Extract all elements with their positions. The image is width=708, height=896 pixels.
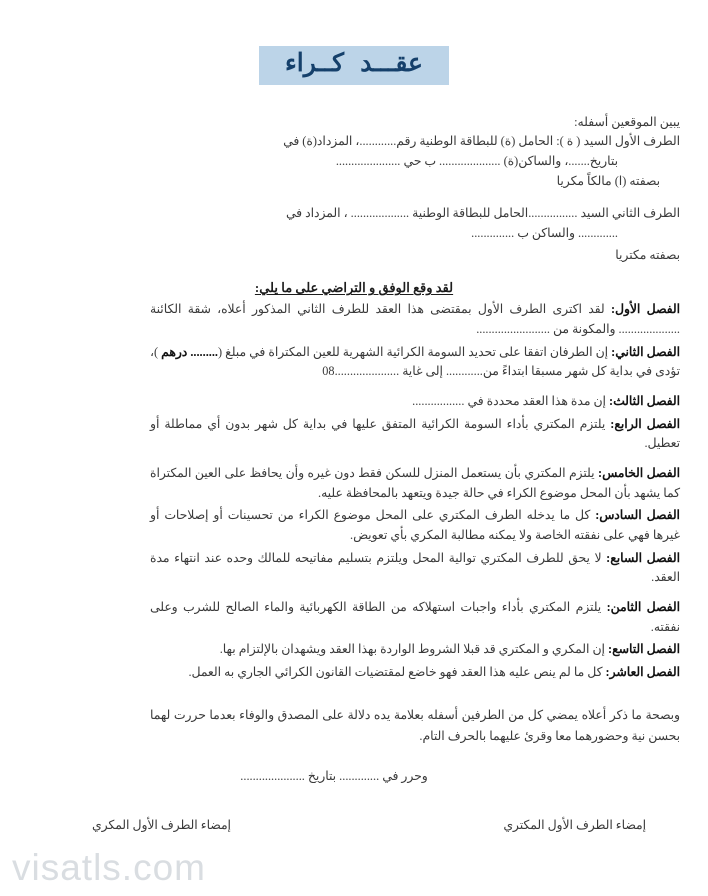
article-7-text: لا يحق للطرف المكتري توالية المحل ويلتزم بتسليم مفاتيحه للمالك وحده عند انتهاء مدة العقد. <box>150 550 680 585</box>
article-3 <box>150 392 680 412</box>
article-6 <box>150 506 680 545</box>
article-5 <box>150 464 680 503</box>
second-party-line-2: ............. والساكن ب .............. <box>471 226 618 241</box>
article-3-text: إن مدة هذا العقد محددة في ................. <box>412 393 610 408</box>
article-9 <box>150 640 680 660</box>
article-10-label: الفصل العاشر: <box>605 664 680 679</box>
signature-landlord: إمضاء الطرف الأول المكري <box>92 817 231 832</box>
article-1-text: لقد اكترى الطرف الأول بمقتضى هذا العقد للطرف الثاني المذكور أعلاه، شقة الكائنة .................... والمكونة من ........................ <box>150 302 680 336</box>
article-8-text: يلتزم المكتري بأداء واجبات استهلاكه من الطاقة الكهربائية والماء الصالح للشرب وعلى نفقته. <box>150 599 680 634</box>
article-1 <box>150 300 680 339</box>
article-2-text-after: )، تؤدى في بداية كل شهر مسبقا ابتداءً من............ إلى غاية .....................08 <box>150 344 680 379</box>
closing-paragraph: وبصحة ما ذكر أعلاه يمضي كل من الطرفين أسفله بعلامة يده دلالة على المصدق والوفاء بعدما حررت لهما بحسن نية وحضورهما معا وقرئ عليهما بالحرف التام. <box>150 707 680 743</box>
signature-row <box>0 818 708 833</box>
article-10-text: كل ما لم ينص عليه هذا العقد فهو خاضع لمقتضيات القانون الكرائي الجاري به العمل. <box>188 664 606 679</box>
second-party-line-1: الطرف الثاني السيد ................الحامل للبطاقة الوطنية ................... ، المزداد في <box>285 206 680 221</box>
second-party-block <box>110 204 680 244</box>
second-party-capacity: بصفته مكتريا <box>615 248 680 263</box>
article-4-text: يلتزم المكتري بأداء السومة الكرائية المتفق عليها في بداية كل شهر بدون أي مماطلة أو تعطيل. <box>150 416 680 451</box>
article-2 <box>150 343 680 382</box>
first-party-line-2: بتاريخ.......، والساكن(ة) .................... ب حي ..................... <box>335 153 618 168</box>
article-6-label: الفصل السادس: <box>595 508 680 523</box>
title-container <box>0 46 708 85</box>
article-9-label: الفصل التاسع: <box>608 642 680 657</box>
article-7-label: الفصل السابع: <box>606 550 680 565</box>
article-8-label: الفصل الثامن: <box>606 599 680 614</box>
article-10 <box>150 663 680 683</box>
article-1-label: الفصل الأول: <box>610 302 680 317</box>
article-6-text: كل ما يدخله الطرف المكتري على المحل موضوع الكراء من تحسينات أو إصلاحات أو غيرها فهي على نفقته الخاصة ولا يمكنه مطالبة المكري بأي تعويض. <box>150 508 680 542</box>
signature-tenant: إمضاء الطرف الأول المكتري <box>503 817 646 832</box>
article-4 <box>150 415 680 454</box>
article-8 <box>150 598 680 637</box>
first-party-capacity: بصفته (ا) مالكاً مكريا <box>556 173 660 188</box>
agreement-statement: لقد وقع الوفق و التراضي على ما يلي: <box>254 280 454 296</box>
article-2-text-before: إن الطرفان اتفقا على تحديد السومة الكرائية الشهرية للعين المكتراة في مبلغ ( <box>218 344 612 359</box>
first-party-block <box>150 132 680 172</box>
article-2-amount-placeholder: ......... درهم <box>161 344 218 359</box>
article-7 <box>150 549 680 588</box>
article-4-label: الفصل الرابع: <box>610 416 680 431</box>
article-5-label: الفصل الخامس: <box>597 465 680 480</box>
article-3-label: الفصل الثالث: <box>609 393 680 408</box>
articles-list <box>150 300 680 682</box>
date-and-place-line: وحرر في ............. بتاريخ ..................... <box>240 768 428 783</box>
first-party-line-1: الطرف الأول السيد ( ة ): الحامل (ة) للبطاقة الوطنية رقم............، المزداد(ة) في <box>283 133 680 148</box>
article-2-label: الفصل الثاني: <box>611 344 680 359</box>
page-title: عقـــد كــراء <box>259 46 449 85</box>
article-9-text: إن المكري و المكتري قد قبلا الشروط الواردة بهذا العقد ويشهدان بالإلتزام بها. <box>219 642 608 657</box>
intro-label: يبين الموقعين أسفله: <box>574 114 680 129</box>
article-5-text: يلتزم المكتري بأن يستعمل المنزل للسكن فقط دون غيره وأن يحافظ على العين المكتراة كما يشهد بأن المحل موضوع الكراء في حالة جيدة ويتعهد بالمحافظة عليه. <box>150 465 680 500</box>
watermark: visatls.com <box>12 847 206 888</box>
